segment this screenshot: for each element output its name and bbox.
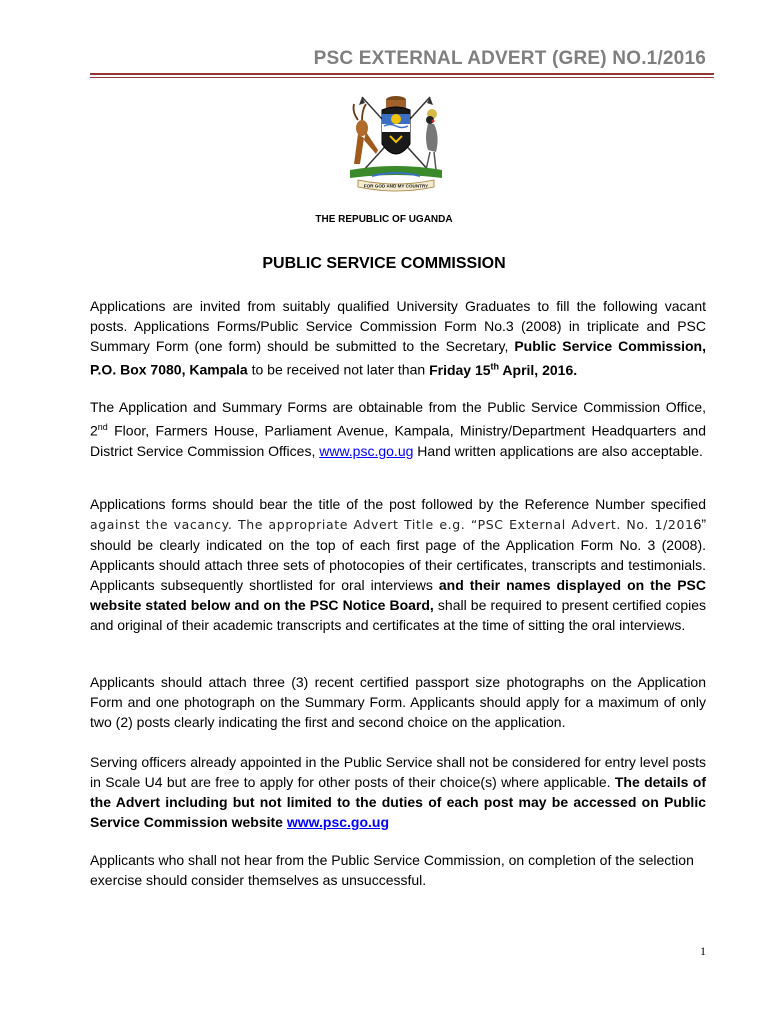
motto-text: FOR GOD AND MY COUNTRY (363, 183, 429, 189)
document-header-title: PSC EXTERNAL ADVERT (GRE) NO.1/2016 (313, 48, 706, 69)
advert-details-notice: The details of the Advert including but not limited to the duties of each post may be accessed on Public Service Commission website www.psc.go.ug (90, 774, 706, 830)
paragraph-application-title: Applications forms should bear the title of the post followed by the Reference Number specified against the vacancy. The appropriate Advert Title e.g. “PSC External Advert. No. 1/2016” should be clearly indicated on the top of each first page of the Application Form No. 3 (2008). Applicants should attach three sets of photocopies of their certificates, transcripts and testimonials. Applicants subsequently shortlisted for oral interviews and their names displayed on the PSC website stated below and on the PSC Notice Board, shall be required to present certified copies and original of their academic transcripts and certificates at the time of sitting the oral interviews. (90, 496, 706, 633)
psc-website-link[interactable]: www.psc.go.ug (319, 442, 414, 459)
paragraph-submission: Applications are invited from suitably qualified University Graduates to fill the following vacant posts. Applications Forms/Public Service Commission Form No.3 (2008) in triplicate and PSC Summary Form (one form) should be submitted to the Secretary, Public Service Commission, P.O. Box 7080, Kampala to be received not later than Friday 15th April, 2016. (90, 298, 706, 378)
paragraph-serving-officers: Serving officers already appointed in the Public Service shall not be considered for entry level posts in Scale U4 but are free to apply for other posts of their choice(s) where applicable. The details of the Advert including but not limited to the duties of each post may be accessed on Public Service Commission website www.psc.go.ug (90, 754, 706, 830)
paragraph-forms-availability: The Application and Summary Forms are obtainable from the Public Service Commission Office, 2nd Floor, Farmers House, Parliament Avenue, Kampala, Ministry/Department Headquarters and District Service Commission Offices, www.psc.go.ug Hand written applications are also acceptable. (90, 399, 706, 459)
paragraph-photographs: Applicants should attach three (3) recent certified passport size photographs on the Application Form and one photograph on the Summary Form. Applicants should apply for a maximum of only two (2) posts clearly indicating the first and second choice on the application. (90, 674, 706, 730)
shortlist-notice: and their names displayed on the PSC website stated below and on the PSC Notice Board, (90, 577, 706, 613)
paragraph-unsuccessful: Applicants who shall not hear from the Public Service Commission, on completion of the selection exercise should consider themselves as unsuccessful. (90, 852, 694, 888)
submission-address: Public Service Commission, P.O. Box 7080, Kampala (90, 338, 706, 378)
header-rule-thin (90, 77, 714, 78)
republic-heading: THE REPUBLIC OF UGANDA (315, 214, 453, 225)
coat-of-arms-emblem (332, 92, 460, 192)
header-rule (90, 73, 714, 75)
deadline-date: Friday 15th April, 2016. (429, 361, 578, 378)
commission-title: PUBLIC SERVICE COMMISSION (262, 255, 506, 272)
page-number: 1 (700, 944, 706, 958)
psc-website-link-2[interactable]: www.psc.go.ug (286, 814, 390, 830)
